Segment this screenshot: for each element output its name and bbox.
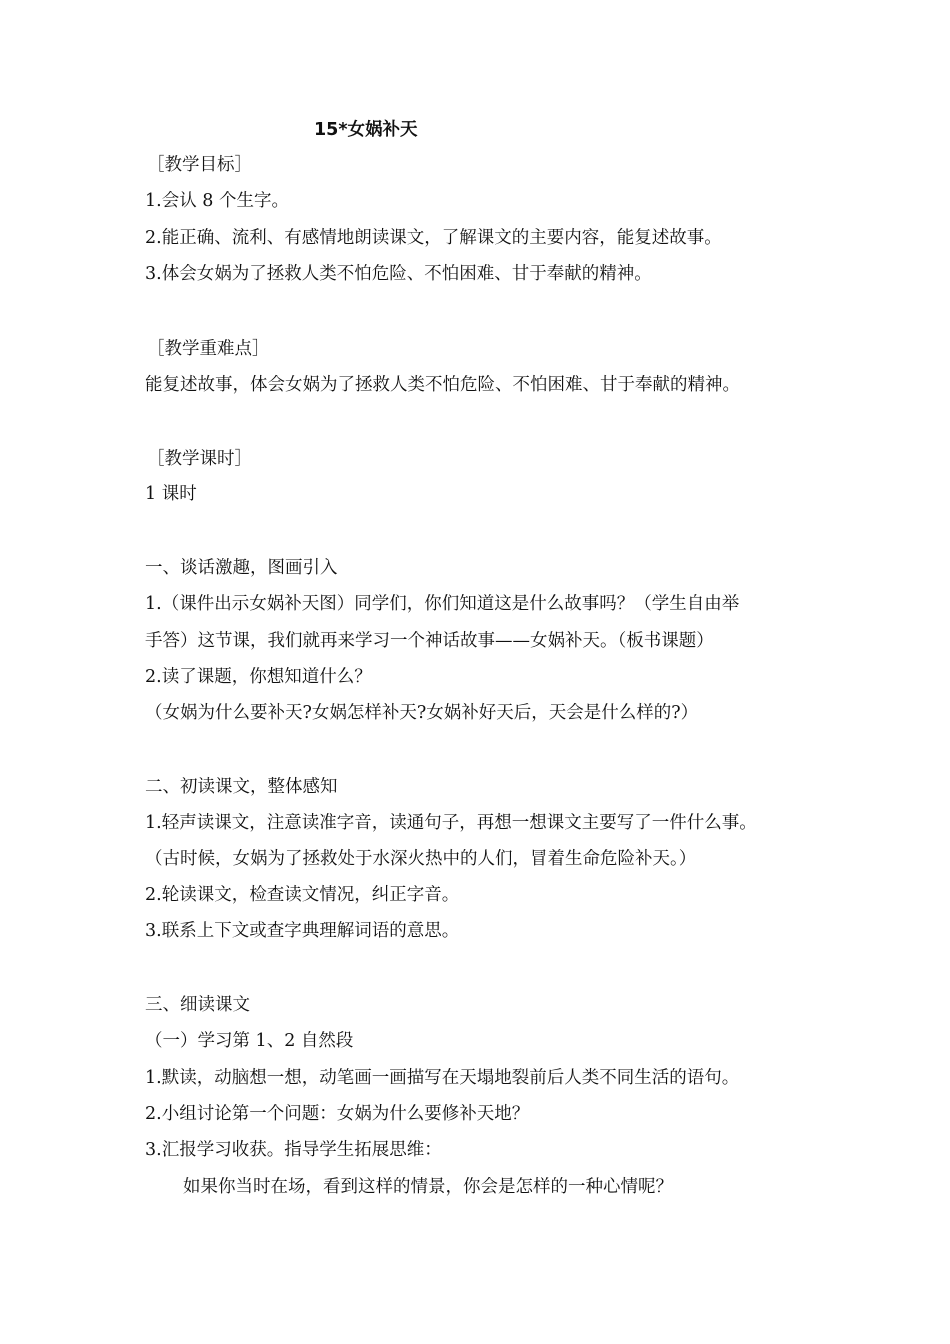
goals-heading: ［教学目标］	[147, 155, 252, 175]
document-title: 15*女娲补天	[314, 120, 418, 140]
goal-item: 2.能正确、流利、有感情地朗读课文，了解课文的主要内容，能复述故事。	[145, 228, 722, 248]
class-hours-text: 1 课时	[145, 484, 197, 504]
section-2-line: （古时候，女娲为了拯救处于水深火热中的人们，冒着生命危险补天。）	[145, 849, 697, 869]
section-2-line: 3.联系上下文或查字典理解词语的意思。	[145, 921, 460, 941]
section-3-indented-line: 如果你当时在场，看到这样的情景，你会是怎样的一种心情呢？	[183, 1177, 673, 1197]
section-2-line: 1.轻声读课文，注意读准字音，读通句子，再想一想课文主要写了一件什么事。	[145, 813, 757, 833]
section-1-line: 1.（课件出示女娲补天图）同学们，你们知道这是什么故事吗？（学生自由举	[145, 594, 740, 614]
section-1-line: 2.读了课题，你想知道什么？	[145, 667, 372, 687]
goal-item: 3.体会女娲为了拯救人类不怕危险、不怕困难、甘于奉献的精神。	[145, 264, 652, 284]
key-points-heading: ［教学重难点］	[147, 339, 270, 359]
section-3-heading: 三、细读课文	[145, 995, 250, 1015]
class-hours-heading: ［教学课时］	[147, 449, 252, 469]
section-3-line: 3.汇报学习收获。指导学生拓展思维：	[145, 1140, 442, 1160]
key-points-text: 能复述故事，体会女娲为了拯救人类不怕危险、不怕困难、甘于奉献的精神。	[145, 375, 740, 395]
section-3-subheading: （一）学习第 1、2 自然段	[145, 1031, 354, 1051]
section-1-line: （女娲为什么要补天?女娲怎样补天?女娲补好天后，天会是什么样的?）	[145, 703, 699, 723]
section-2-heading: 二、初读课文，整体感知	[145, 777, 338, 797]
section-1-heading: 一、谈话激趣，图画引入	[145, 558, 338, 578]
section-2-line: 2.轮读课文，检查读文情况，纠正字音。	[145, 885, 460, 905]
goal-item: 1.会认 8 个生字。	[145, 191, 289, 211]
section-3-line: 1.默读，动脑想一想，动笔画一画描写在天塌地裂前后人类不同生活的语句。	[145, 1068, 740, 1088]
section-1-line: 手答）这节课，我们就再来学习一个神话故事——女娲补天。（板书课题）	[145, 631, 714, 651]
section-3-line: 2.小组讨论第一个问题：女娲为什么要修补天地？	[145, 1104, 530, 1124]
